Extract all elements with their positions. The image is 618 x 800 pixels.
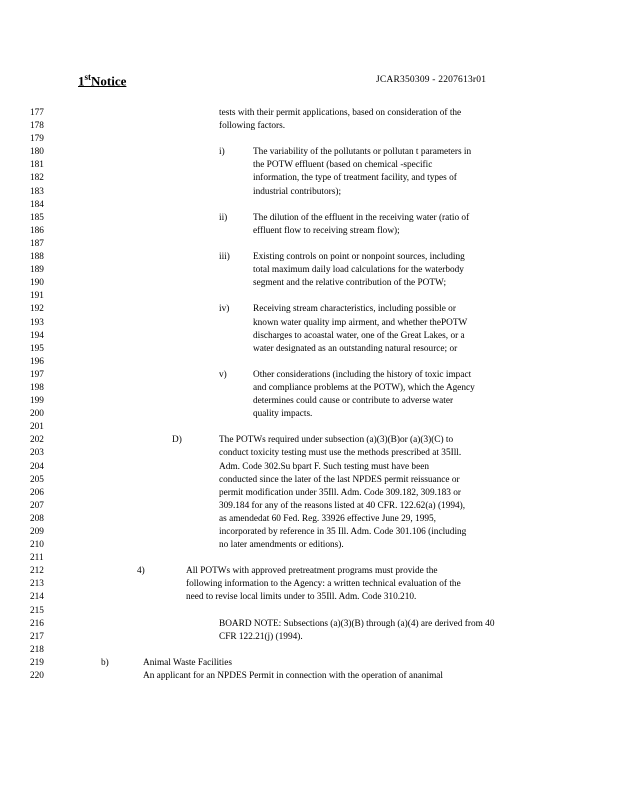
list-marker: b) [101, 657, 109, 668]
text-line [0, 239, 618, 252]
line-text: no later amendments or editions). [219, 540, 344, 551]
line-number: 209 [30, 527, 44, 537]
line-text: BOARD NOTE: Subsections (a)(3)(B) through (a)(4) are derived from 40 [219, 618, 495, 629]
line-number: 216 [30, 618, 44, 629]
line-text: known water quality imp airment, and whether thePOTW [253, 317, 468, 328]
text-line [0, 632, 618, 645]
text-line [0, 200, 618, 213]
text-line [0, 318, 618, 331]
list-marker: iii) [219, 252, 230, 263]
list-marker: iv) [219, 304, 230, 315]
line-text: The variability of the pollutants or pollutan t parameters in [253, 147, 472, 158]
text-line [0, 134, 618, 147]
text-line [0, 226, 618, 239]
text-line [0, 606, 618, 619]
line-text: as amendedat 60 Fed. Reg. 33926 effective June 29, 1995, [219, 513, 436, 524]
line-text: The POTWs required under subsection (a)(3)(B)or (a)(3)(C) to [219, 435, 454, 446]
line-number: 196 [30, 356, 44, 367]
text-line [0, 619, 618, 632]
line-number: 178 [30, 121, 44, 132]
line-number: 184 [30, 199, 44, 210]
list-marker: D) [172, 435, 182, 446]
line-number: 208 [30, 513, 44, 524]
line-number: 215 [30, 605, 44, 616]
line-text: Animal Waste Facilities [143, 657, 232, 668]
notice-ordinal-suffix: st [84, 72, 91, 82]
text-line [0, 566, 618, 579]
text-line [0, 435, 618, 448]
list-marker: i) [219, 147, 225, 158]
text-line [0, 645, 618, 658]
text-line [0, 501, 618, 514]
line-number: 188 [30, 252, 44, 263]
line-text: following factors. [219, 121, 286, 132]
text-line [0, 396, 618, 409]
text-line [0, 265, 618, 278]
line-text: tests with their permit applications, based on consideration of the [219, 108, 462, 118]
text-line [0, 160, 618, 173]
line-text: need to revise local limits under to 35Ill. Adm. Code 310.210. [186, 592, 417, 603]
line-number: 189 [30, 265, 44, 276]
text-line [0, 422, 618, 435]
line-number: 218 [30, 644, 44, 655]
line-text: conduct toxicity testing must use the methods prescribed at 35Ill. [219, 448, 462, 459]
text-line [0, 108, 618, 121]
text-line [0, 553, 618, 566]
line-number: 191 [30, 291, 44, 302]
line-number: 180 [30, 147, 44, 158]
line-text: All POTWs with approved pretreatment programs must provide the [186, 566, 438, 577]
line-number: 190 [30, 278, 44, 289]
line-number: 206 [30, 487, 44, 498]
line-text: Existing controls on point or nonpoint sources, including [253, 252, 465, 263]
text-line [0, 291, 618, 304]
line-text: segment and the relative contribution of the POTW; [253, 278, 447, 289]
line-text: total maximum daily load calculations for the waterbody [253, 265, 464, 276]
line-text: quality impacts. [253, 409, 313, 420]
list-marker: 4) [137, 566, 145, 577]
line-number: 186 [30, 225, 44, 236]
line-number: 200 [30, 409, 44, 420]
line-text: discharges to acoastal water, one of the Great Lakes, or a [253, 330, 465, 341]
line-number: 192 [30, 304, 44, 315]
line-number: 201 [30, 422, 44, 433]
line-text: the POTW effluent (based on chemical -specific [253, 160, 433, 171]
line-text: water designated as an outstanding natural resource; or [253, 343, 458, 354]
text-line [0, 304, 618, 317]
line-number: 194 [30, 330, 44, 341]
list-marker: ii) [219, 212, 228, 223]
line-number: 204 [30, 461, 44, 472]
text-line [0, 370, 618, 383]
line-text: following information to the Agency: a written technical evaluation of the [186, 579, 461, 590]
line-number: 217 [30, 631, 44, 642]
text-line [0, 475, 618, 488]
line-number: 185 [30, 212, 44, 223]
line-text: Other considerations (including the history of toxic impact [253, 369, 472, 380]
document-body [0, 108, 618, 684]
line-number: 219 [30, 657, 44, 668]
line-number: 193 [30, 317, 44, 328]
line-number: 207 [30, 500, 44, 511]
line-number: 182 [30, 173, 44, 184]
text-line [0, 488, 618, 501]
page-header [0, 72, 618, 94]
line-text: Receiving stream characteristics, including possible or [253, 304, 456, 315]
document-code: JCAR350309 - 2207613r01 [376, 75, 487, 85]
line-number: 198 [30, 382, 44, 393]
line-number: 212 [30, 566, 44, 577]
text-line [0, 540, 618, 553]
line-number: 181 [30, 160, 44, 171]
text-line [0, 187, 618, 200]
line-text: incorporated by reference in 35 Ill. Adm. Code 301.106 (including [219, 527, 467, 537]
line-number: 203 [30, 448, 44, 459]
notice-word: Notice [91, 73, 127, 89]
text-line [0, 278, 618, 291]
text-line [0, 252, 618, 265]
line-text: conducted since the later of the last NPDES permit reissuance or [219, 474, 460, 485]
text-line [0, 173, 618, 186]
line-text: effluent flow to receiving stream flow); [253, 225, 400, 236]
text-line [0, 147, 618, 160]
text-line [0, 592, 618, 605]
line-text: determines could cause or contribute to adverse water [253, 396, 454, 407]
line-text: CFR 122.21(j) (1994). [219, 631, 303, 642]
notice-label [78, 72, 126, 89]
text-line [0, 658, 618, 671]
text-line [0, 579, 618, 592]
line-number: 211 [30, 553, 44, 564]
text-line [0, 462, 618, 475]
line-text: permit modification under 35Ill. Adm. Code 309.182, 309.183 or [219, 487, 461, 498]
line-text: The dilution of the effluent in the receiving water (ratio of [253, 212, 470, 223]
text-line [0, 213, 618, 226]
text-line [0, 409, 618, 422]
line-number: 199 [30, 396, 44, 407]
line-text: and compliance problems at the POTW), which the Agency [253, 382, 475, 393]
line-text: information, the type of treatment facility, and types of [253, 173, 457, 184]
text-line [0, 514, 618, 527]
text-line [0, 331, 618, 344]
text-line [0, 671, 618, 684]
line-number: 183 [30, 186, 44, 197]
line-text: Adm. Code 302.Su bpart F. Such testing must have been [219, 461, 429, 472]
text-line [0, 357, 618, 370]
text-line [0, 383, 618, 396]
line-number: 177 [30, 108, 44, 118]
line-text: 309.184 for any of the reasons listed at 40 CFR. 122.62(a) (1994), [219, 500, 466, 511]
list-marker: v) [219, 369, 227, 380]
text-line [0, 344, 618, 357]
text-line [0, 448, 618, 461]
line-text: industrial contributors); [253, 186, 342, 197]
notice-number: 1 [78, 73, 85, 89]
line-number: 214 [30, 592, 44, 603]
line-number: 197 [30, 369, 44, 380]
line-number: 220 [30, 671, 44, 682]
line-number: 195 [30, 343, 44, 354]
line-number: 210 [30, 540, 44, 551]
text-line [0, 121, 618, 134]
line-text: An applicant for an NPDES Permit in connection with the operation of ananimal [143, 671, 444, 682]
line-number: 187 [30, 238, 44, 249]
line-number: 179 [30, 134, 44, 145]
line-number: 202 [30, 435, 44, 446]
line-number: 205 [30, 474, 44, 485]
line-number: 213 [30, 579, 44, 590]
text-line [0, 527, 618, 540]
